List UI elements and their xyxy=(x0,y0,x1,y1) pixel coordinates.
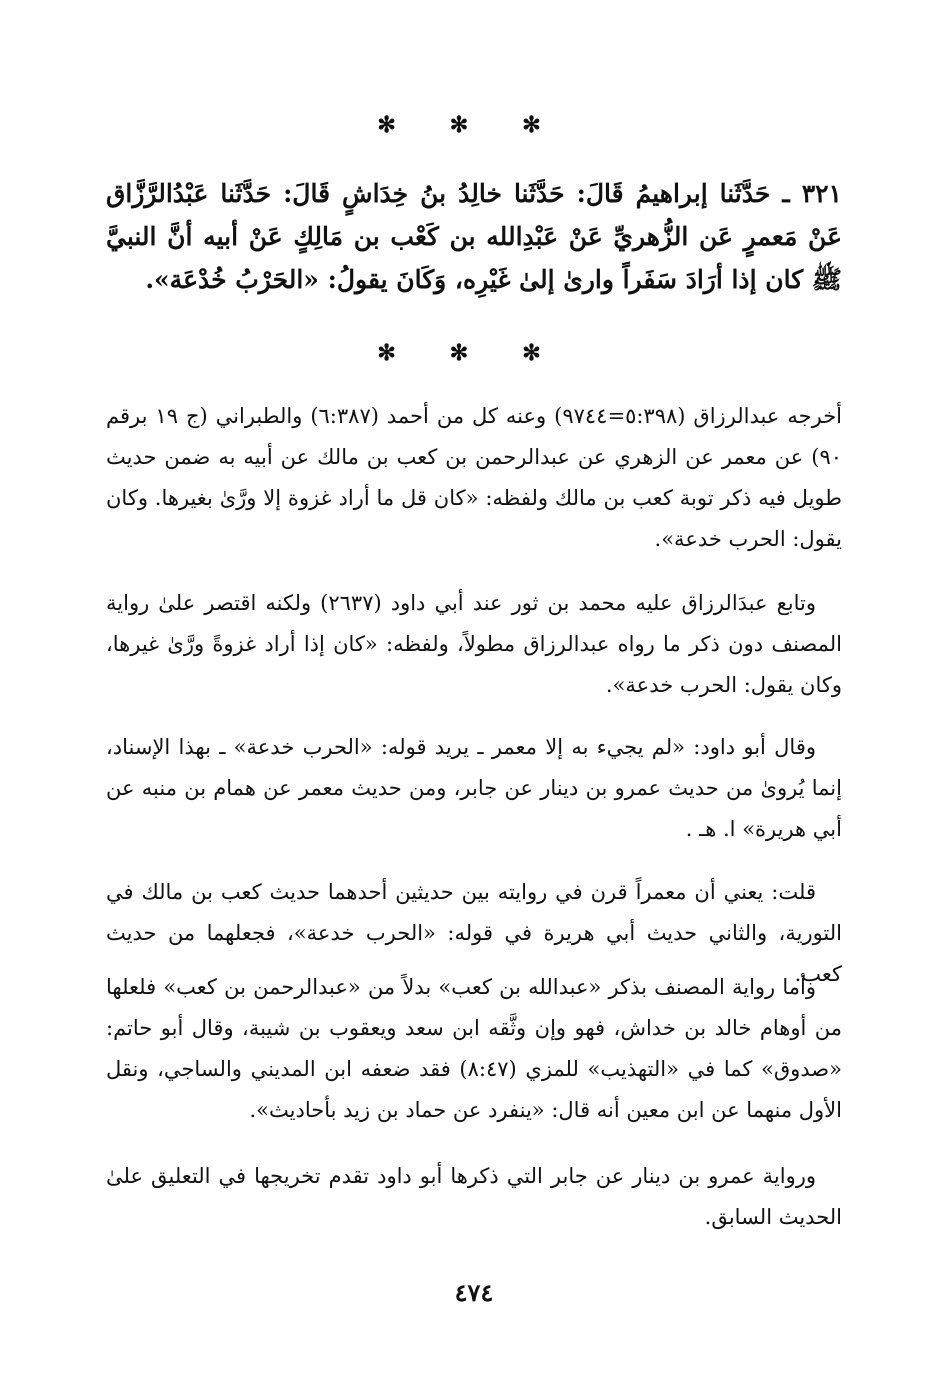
footnote-paragraph-abu-dawud: وقال أبو داود: «لم يجيء به إلا معمر ـ يريد قوله: «الحرب خدعة» ـ بهذا الإسناد، إنما يُروىٰ من حديث عمرو بن دينار عن جابر، ومن حديث معمر عن همام بن منبه عن أبي هريرة» ا. هـ . xyxy=(106,735,842,841)
star-icon: ✻ xyxy=(449,112,499,138)
section-separator-top xyxy=(106,112,842,138)
star-icon: ✻ xyxy=(522,340,571,366)
page-number: ٤٧٤ xyxy=(454,1278,494,1307)
star-icon: ✻ xyxy=(377,340,426,366)
star-icon: ✻ xyxy=(377,112,426,138)
footnote-paragraph-takhrij: أخرجه عبدالرزاق (٥:٣٩٨=٩٧٤٤) وعنه كل من أحمد (٦:٣٨٧) والطبراني (ج ١٩ برقم ٩٠) عن معمر عن الزهري عن عبدالرحمن بن كعب بن مالك عن أبيه به ضمن حديث طويل فيه ذكر توبة كعب بن مالك ولفظه: «كان قل ما أراد غزوة إلا ورَّىٰ بغيرها. وكان يقول: الحرب خدعة». xyxy=(106,404,843,551)
star-icon: ✻ xyxy=(522,112,571,138)
footnote-paragraph-jabir: ورواية عمرو بن دينار عن جابر التي ذكرها أبو داود تقدم تخريجها في التعليق علىٰ الحديث السابق. xyxy=(106,1164,842,1229)
hadith-text: ٣٢١ ـ حَدَّثَنا إبراهيمُ قَالَ: حَدَّثَنا خالِدُ بنُ خِدَاشٍ قَالَ: حَدَّثَنا عَبْدُالرَّزَّاق عَنْ مَعمرٍ عَن الزُّهريِّ عَنْ عَبْدِالله بن كَعْب بن مَالِكٍ عَنْ أبيه أنَّ النبيَّ ﷺ كان إذا أرَادَ سَفَراً وارىٰ إلىٰ غَيْرِه، وَكَانَ يقولُ: «الحَرْبُ خُدْعَة». xyxy=(106,179,842,294)
footnote-paragraph-qultu: قلت: يعني أن معمراً قرن في روايته بين حديثين أحدهما حديث كعب بن مالك في التورية، والثاني حديث أبي هريرة في قوله: «الحرب خدعة»، فجعلهما من حديث كعب. xyxy=(106,880,842,986)
star-icon: ✻ xyxy=(449,340,499,366)
section-separator-middle xyxy=(106,340,842,366)
footnote-paragraph-riwaya: وأما رواية المصنف بذكر «عبدالله بن كعب» بدلاً من «عبدالرحمن بن كعب» فلعلها من أوهام خالد بن خداش، فهو وإن وثَّقه ابن سعد ويعقوب بن شيبة، وقال أبو حاتم: «صدوق» كما في «التهذيب» للمزي (٨:٤٧) فقد ضعفه ابن المديني والساجي، ونقل الأول منهما عن ابن معين أنه قال: «ينفرد عن حماد بن زيد بأحاديث». xyxy=(106,975,843,1122)
document-page xyxy=(106,0,842,1376)
footnote-paragraph-mutabaa: وتابع عبدَالرزاق عليه محمد بن ثور عند أبي داود (٢٦٣٧) ولكنه اقتصر علىٰ رواية المصنف دون ذكر ما رواه عبدالرزاق مطولاً، ولفظه: «كان إذا أراد غزوةً ورَّىٰ غيرها، وكان يقول: الحرب خدعة». xyxy=(106,591,842,697)
